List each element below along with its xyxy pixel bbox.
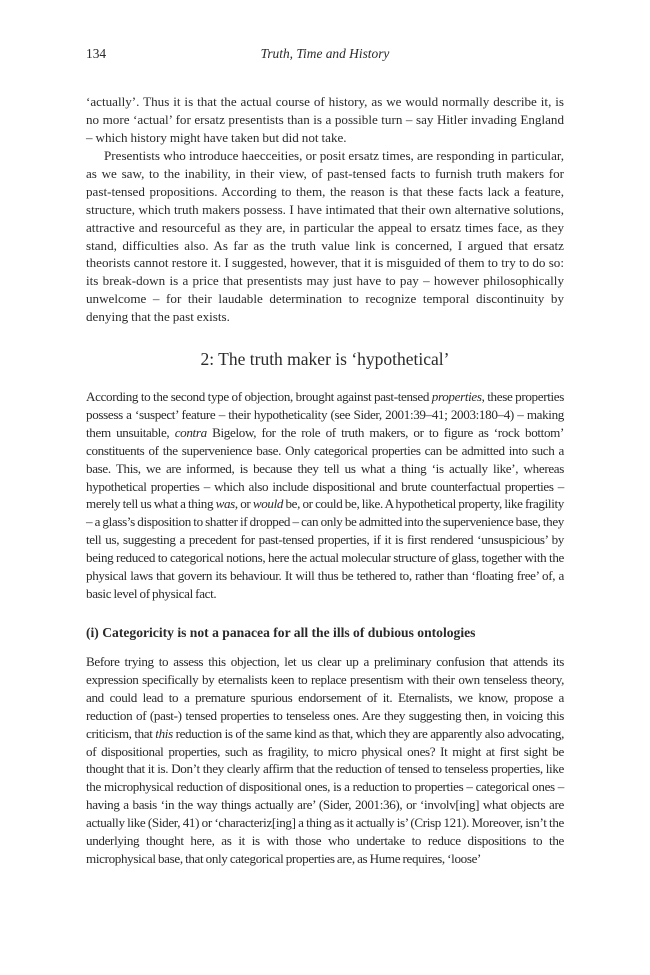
text-run: , or (234, 496, 253, 512)
text-run: be, or could be, like. A hypothetical property, like fragility – a glass’s disposition to shatter if dropped – can only be admitted into the supervenience base, they tell us, suggesting a precedent for past-tensed properties, if it is first rendered ‘unsuspicious’ by being reduced to categorical notions, here the actual molecular structure of glass, together with the physical laws that govern its behaviour. It will thus be tethered to, rather than ‘floating free’ of, a basic level of physical fact. (86, 496, 564, 601)
paragraph-continuation (86, 93, 564, 147)
text-run: According to the second type of objection, brought against past-tensed (86, 389, 432, 404)
body-paragraph (86, 388, 564, 603)
text-run: Bigelow, for the role of truth makers, or to figure as ‘rock bottom’ constituents of the supervenience base. Only categorical properties can be admitted into such a base. This, we are informed, is because they tell us what a thing ‘is actually like’, whereas hypothetical properties – which also include dispositional and brute counterfactual properties – merely tell us what a thing (86, 424, 565, 512)
body-paragraph (86, 653, 564, 868)
emphasis: contra (174, 424, 207, 440)
paragraph-presentists (86, 147, 564, 326)
text-run: Before trying to assess this objection, let us clear up a preliminary confusion that attends its expression specifically by eternalists keen to replace presentism with their own tenseless theory, and could lead to a premature spurious endorsement of it. Eternalists, we know, propose a reduction of (past-) tensed properties to tenseless ones. Are they suggesting then, in voicing this criticism, that (86, 654, 564, 741)
emphasis: was (215, 496, 235, 512)
subsection-heading: (i) Categoricity is not a panacea for all the ills of dubious ontologies (86, 625, 476, 640)
running-title: Truth, Time and History (260, 46, 390, 61)
page-number: 134 (86, 46, 107, 61)
text-run: , these properties possess a ‘suspect’ feature – their hypotheticality (see Sider, 2001:39–41; 2003:180–4) – making them unsuitable, (86, 389, 564, 440)
emphasis: properties (431, 389, 482, 404)
section-heading: 2: The truth maker is ‘hypothetical’ (200, 349, 450, 369)
paragraph-categoricity (86, 653, 564, 868)
emphasis: would (252, 496, 284, 512)
text-run: reduction is of the same kind as that, which they are apparently also advocating, of dispositional properties, such as fragility, to micro physical ones? It might at first sight be thought that it is. Don’t they clearly affirm that the reduction of tensed to tenseless properties, like the microphysical reduction of dispositional ones, is a reduction to properties – categorical ones – having a basis ‘in the way things actually are’ (Sider, 2001:36), or ‘involv[ing] what objects are actually like (Sider, 41) or ‘characteriz[ing] a thing as it actually is’ (Crisp 121). Moreover, isn’t the underlying thought here, as it is with those who undertake to reduce dispositions to the microphysical base, that only categorical properties are, as Hume requires, ‘loose’ (86, 725, 564, 866)
body-paragraph: ‘actually’. Thus it is that the actual course of history, as we would normally describe it, is no more ‘actual’ for ersatz presentists than is a possible turn – say Hitler invading England – which history might have taken but did not take. (86, 94, 564, 145)
emphasis: this (155, 725, 173, 741)
body-paragraph: Presentists who introduce haecceities, or posit ersatz times, are responding in particular, as we saw, to the inability, in their view, of past-tensed facts to furnish truth makers for past-tensed propositions. According to them, the reason is that these facts lack a feature, structure, which truth makers possess. I have intimated that their own alternative solutions, attractive and resourceful as they are, in particular the appeal to ersatz times face, as they stand, difficulties also. As far as the truth value link is concerned, I argued that ersatz theorists cannot restore it. I suggested, however, that it is misguided of them to try to do so: its break-down is a price that presentists may just have to pay – however philosophically unwelcome – for their laudable determination to recognize temporal discontinuity by denying that the past exists. (86, 148, 564, 325)
paragraph-objection (86, 388, 564, 603)
